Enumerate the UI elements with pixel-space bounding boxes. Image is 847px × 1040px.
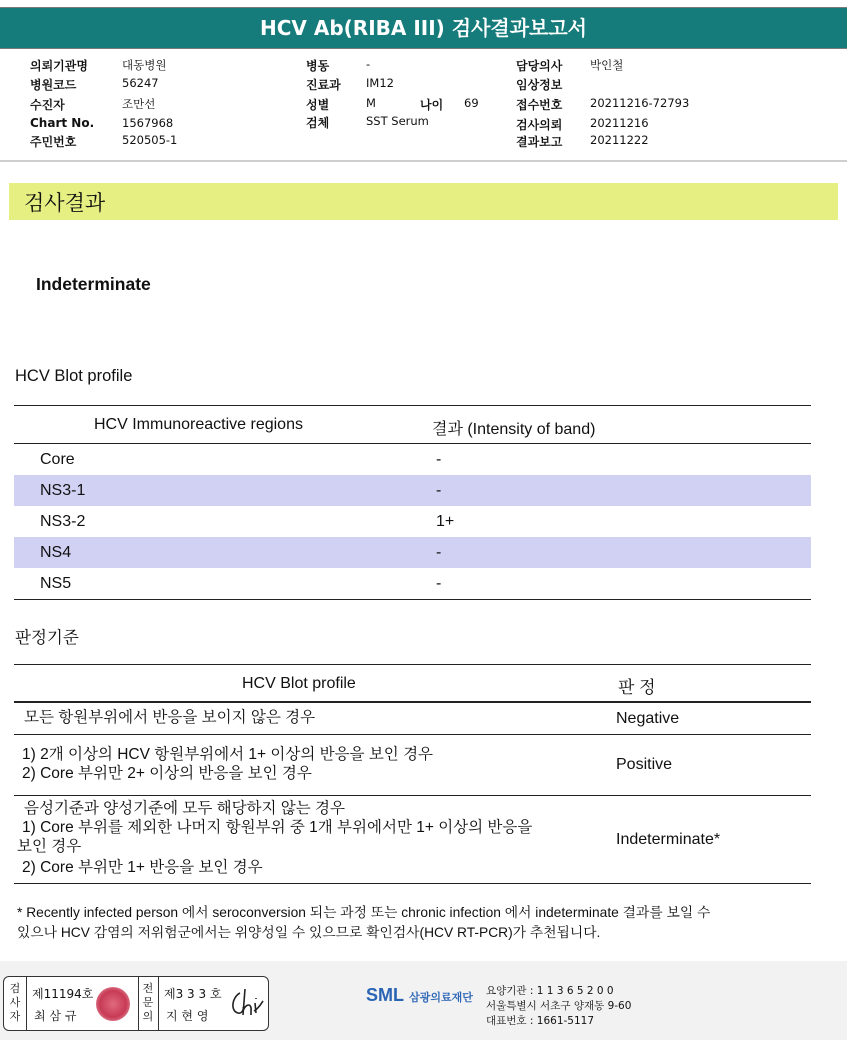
criteria-line: 모든 항원부위에서 반응을 보이지 않은 경우	[24, 709, 316, 726]
divider	[138, 977, 139, 1030]
value-age: 69	[464, 96, 479, 110]
value-chart-no: 1567968	[122, 116, 174, 130]
table-row	[14, 537, 811, 568]
result-cell: 1+	[436, 513, 455, 530]
table-row	[14, 703, 811, 734]
label-sex: 성별	[306, 98, 330, 112]
criteria-line: 2) Core 부위만 1+ 반응을 보인 경우	[22, 859, 263, 876]
result-summary: Indeterminate	[36, 274, 151, 294]
region-cell: NS3-1	[40, 482, 86, 499]
specialist-label	[141, 982, 155, 1024]
organization-info	[486, 984, 631, 1029]
table-rule	[14, 599, 811, 600]
label-resident-no: 주민번호	[30, 135, 77, 149]
examiner-license: 제11194호	[32, 987, 94, 1001]
label-chart-no: Chart No.	[30, 116, 95, 130]
org-info-line: 서울특별시 서초구 양재동 9-60	[486, 1000, 632, 1012]
column-header-judgement: 판 정	[618, 678, 656, 697]
judgement-cell: Indeterminate*	[616, 831, 721, 848]
criteria-line: 보인 경우	[17, 838, 82, 855]
criteria-line: 2) Core 부위만 2+ 이상의 반응을 보인 경우	[22, 765, 312, 782]
label-clinical-info: 임상정보	[516, 78, 563, 92]
value-department: IM12	[366, 76, 394, 90]
column-header-region: HCV Immunoreactive regions	[94, 416, 303, 433]
table-row	[14, 506, 811, 537]
label-patient: 수진자	[30, 98, 65, 112]
divider	[26, 977, 27, 1030]
value-resident-no: 520505-1	[122, 133, 178, 147]
sml-logo	[366, 985, 473, 1006]
result-cell: -	[436, 544, 442, 561]
region-cell: NS4	[40, 544, 72, 561]
value-doctor: 박인철	[590, 58, 624, 72]
examiner-label-char: 사	[9, 996, 21, 1009]
specialist-name: 지 현 영	[166, 1009, 209, 1023]
info-divider	[0, 160, 847, 162]
region-cell: NS5	[40, 575, 72, 592]
criteria-title: 판정기준	[15, 629, 79, 647]
value-ward: -	[366, 57, 371, 71]
signature-box	[3, 976, 269, 1031]
specialist-label-char: 문	[142, 996, 154, 1009]
signature-icon	[226, 987, 264, 1021]
value-receipt-no: 20211216-72793	[590, 96, 690, 110]
value-hospital-code: 56247	[122, 76, 159, 90]
organization-name: 삼광의료재단	[409, 991, 473, 1004]
table-row	[14, 568, 811, 599]
value-sex: M	[366, 96, 376, 110]
patient-info	[0, 0, 847, 160]
report-title: HCV Ab(RIBA III) 검사결과보고서	[260, 16, 587, 40]
table-row	[14, 475, 811, 506]
table-row	[14, 735, 811, 795]
examiner-label	[8, 982, 22, 1024]
table-rule	[14, 405, 811, 406]
table-rule	[14, 664, 811, 665]
value-institution: 대동병원	[122, 58, 167, 72]
table-row	[14, 444, 811, 475]
footnote-line: * Recently infected person 에서 seroconversion 되는 과정 또는 chronic infection 에서 indeterminate 결과를 보일 수	[17, 905, 711, 920]
blot-profile-title: HCV Blot profile	[15, 367, 133, 385]
examiner-name: 최 삼 규	[34, 1009, 77, 1023]
divider	[158, 977, 159, 1030]
footnote	[17, 903, 817, 942]
examiner-label-char: 검	[9, 982, 21, 995]
section-header-bar	[9, 183, 838, 220]
label-receipt-no: 접수번호	[516, 98, 563, 112]
value-report-date: 20211222	[590, 133, 649, 147]
value-patient: 조만선	[122, 97, 156, 111]
section-title: 검사결과	[24, 191, 106, 215]
table-rule	[14, 883, 811, 884]
judgement-cell: Negative	[616, 710, 680, 727]
specialist-label-char: 의	[142, 1010, 154, 1023]
label-institution: 의뢰기관명	[30, 59, 88, 73]
column-header-result: 결과 (Intensity of band)	[432, 421, 596, 438]
result-cell: -	[436, 451, 442, 468]
column-header-profile: HCV Blot profile	[242, 675, 356, 692]
label-request-date: 검사의뢰	[516, 118, 563, 132]
value-specimen: SST Serum	[366, 114, 429, 128]
criteria-line: 1) 2개 이상의 HCV 항원부위에서 1+ 이상의 반응을 보인 경우	[22, 746, 434, 763]
label-ward: 병동	[306, 59, 330, 73]
org-info-line: 요양기관 : 1 1 3 6 5 2 0 0	[486, 985, 614, 997]
label-department: 진료과	[306, 78, 341, 92]
region-cell: Core	[40, 451, 75, 468]
label-specimen: 검체	[306, 116, 330, 130]
specialist-license: 제3 3 3 호	[164, 987, 222, 1001]
footnote-line: 있으나 HCV 감염의 저위험군에서는 위양성일 수 있으므로 확인검사(HCV RT-PCR)가 추천됩니다.	[17, 924, 601, 940]
criteria-line: 1) Core 부위를 제외한 나머지 항원부위 중 1개 부위에서만 1+ 이상의 반응을	[22, 819, 533, 836]
table-row	[14, 796, 811, 884]
criteria-line: 음성기준과 양성기준에 모두 해당하지 않는 경우	[24, 800, 345, 817]
judgement-cell: Positive	[616, 756, 673, 773]
sml-logo-text: SML	[366, 985, 404, 1005]
region-cell: NS3-2	[40, 513, 86, 530]
result-cell: -	[436, 575, 442, 592]
result-cell: -	[436, 482, 442, 499]
criteria-table	[14, 664, 811, 886]
label-age: 나이	[420, 98, 444, 112]
label-doctor: 담당의사	[516, 59, 563, 73]
seal-stamp-icon	[96, 987, 130, 1021]
label-hospital-code: 병원코드	[30, 78, 77, 92]
specialist-label-char: 전	[142, 982, 154, 995]
blot-profile-table	[14, 405, 811, 601]
label-report-date: 결과보고	[516, 135, 563, 149]
value-request-date: 20211216	[590, 116, 649, 130]
examiner-label-char: 자	[9, 1010, 21, 1023]
org-info-line: 대표번호 : 1661-5117	[486, 1015, 595, 1027]
